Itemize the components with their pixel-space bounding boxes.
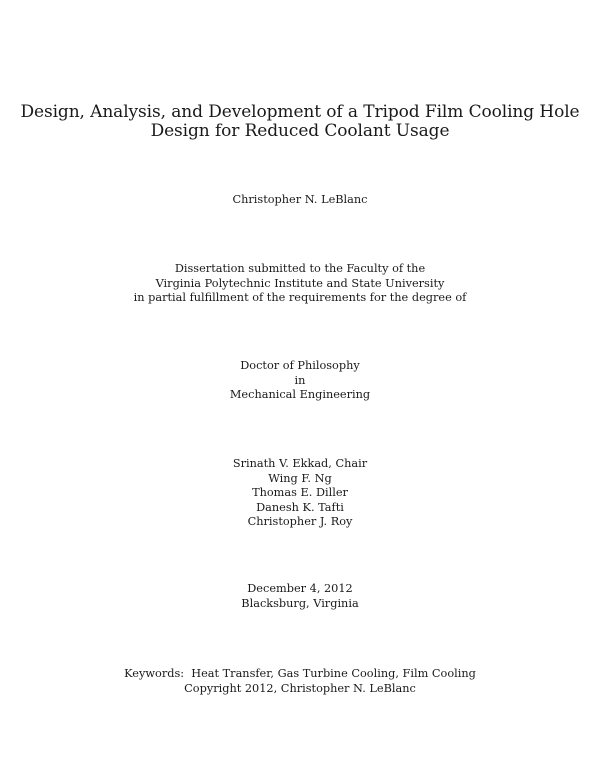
author-block xyxy=(0,193,600,208)
committee-member: Danesh K. Tafti xyxy=(256,500,344,514)
committee-list xyxy=(0,457,600,530)
submission-line-2: Virginia Polytechnic Institute and State University xyxy=(155,276,445,290)
committee-member: Srinath V. Ekkad, Chair xyxy=(232,457,368,470)
submission-line-3: in partial fulfillment of the requirements for the degree of xyxy=(133,291,467,304)
keywords-block xyxy=(0,667,600,696)
committee-member: Christopher J. Roy xyxy=(247,515,353,528)
committee-member: Thomas E. Diller xyxy=(252,486,348,499)
title-line-2: Design for Reduced Coolant Usage xyxy=(150,121,450,141)
submission-line-1: Dissertation submitted to the Faculty of the xyxy=(174,262,426,275)
committee-member: Wing F. Ng xyxy=(268,471,332,485)
dissertation-title xyxy=(0,103,600,141)
degree-connector: in xyxy=(294,373,306,387)
degree-name: Doctor of Philosophy xyxy=(240,359,360,372)
defense-date: December 4, 2012 xyxy=(247,582,353,595)
title-line-1: Design, Analysis, and Development of a Tripod Film Cooling Hole xyxy=(20,102,580,122)
keywords-line: Keywords: Heat Transfer, Gas Turbine Cooling, Film Cooling xyxy=(124,667,476,680)
submission-statement xyxy=(0,262,600,306)
author-name: Christopher N. LeBlanc xyxy=(232,193,368,206)
date-place-block xyxy=(0,582,600,611)
defense-place: Blacksburg, Virginia xyxy=(241,596,359,610)
copyright-line: Copyright 2012, Christopher N. LeBlanc xyxy=(184,681,416,695)
degree-field: Mechanical Engineering xyxy=(229,388,371,401)
degree-block xyxy=(0,359,600,403)
